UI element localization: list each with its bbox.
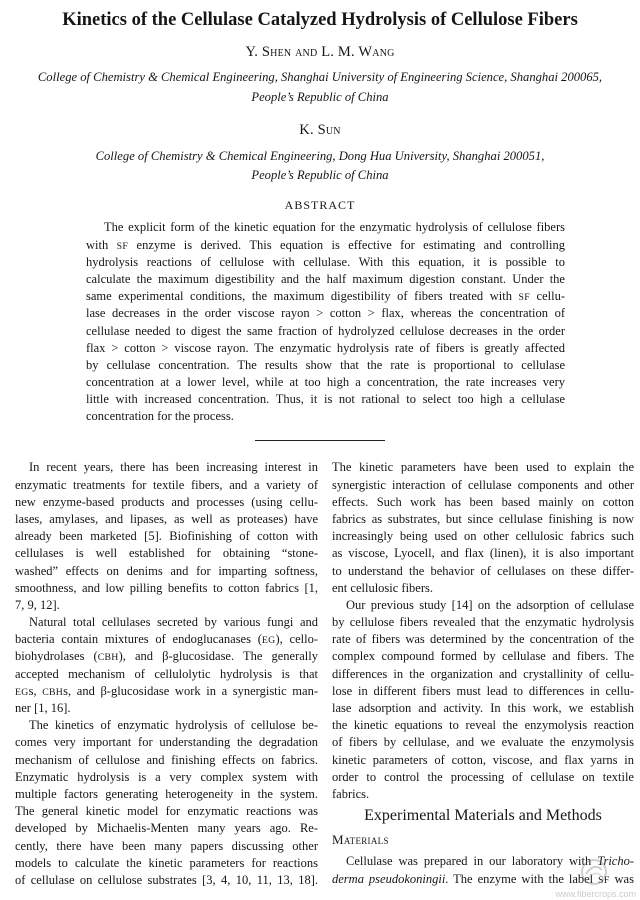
- paragraph: [332, 459, 634, 597]
- text-line: mechanism of cellulose and finishing effects on fabrics.: [15, 752, 318, 767]
- paragraph: [15, 459, 318, 614]
- text-line: The explicit form of the kinetic equation for the enzymatic hydrolysis of cellulose fibers: [104, 220, 565, 235]
- text-line: order to control the processing of cellulase on textile: [332, 769, 634, 784]
- affiliation-line: College of Chemistry & Chemical Engineering, Dong Hua University, Shanghai 200051,: [95, 148, 545, 163]
- text-line: ent cellulosic fibers.: [332, 580, 434, 595]
- section-divider: [255, 440, 385, 441]
- paragraph: [332, 597, 634, 803]
- text-line: as viscose, Lyocell, and flax (linen), it is also important: [332, 546, 634, 561]
- text-line: fabrics as substrates, but since cellulase finishing is now: [332, 511, 634, 526]
- text-line: accepted mechanism of cellulolytic hydrolysis is that: [15, 666, 318, 681]
- text-run: enzyme is derived. This equation is effective for estimating and controlling: [128, 237, 565, 252]
- text-line: cently, there have been many papers discussing other: [15, 838, 318, 853]
- affiliation-line: College of Chemistry & Chemical Engineering, Shanghai University of Engineering Science, Shanghai 200065,: [37, 70, 603, 84]
- text-line: [332, 853, 634, 870]
- small-caps-text: SF: [518, 292, 530, 304]
- text-line: cellulase needed to digest the same fraction of hydrolyzed cellulose decreases in the order: [86, 323, 565, 338]
- text-line: differences in the organization and crystallinity of cellu-: [332, 666, 634, 681]
- text-line: developed by Michaelis-Menten many years ago. Re-: [15, 821, 318, 836]
- text-run: s,: [28, 683, 43, 698]
- text-line: to understand the behavior of cellulases on these differ-: [332, 563, 634, 578]
- text-line: rate of fibers was determined by the concentration of the: [332, 632, 634, 647]
- small-caps-text: CBH: [42, 686, 64, 698]
- paragraph: [332, 853, 634, 887]
- text-line: The general kinetic model for enzymatic reactions was: [15, 804, 318, 819]
- italic-text: Tricho-: [597, 854, 634, 869]
- text-line: of cellulase on cellulose substrates [3, 4, 10, 11, 13, 18].: [15, 872, 318, 887]
- text-line: [86, 237, 565, 254]
- text-run: was: [609, 871, 634, 886]
- text-run: ), and β-glucosidase. The generally: [118, 649, 318, 664]
- text-line: lase adsorption and activity. In this work, we establish: [332, 701, 634, 716]
- text-line: The kinetics of enzymatic hydrolysis of cellulose be-: [29, 718, 318, 733]
- text-line: little with increased concentration. Thus, it is not rational to select too high a cellulase: [86, 392, 565, 407]
- small-caps-text: CBH: [97, 652, 119, 664]
- small-caps-text: SF: [598, 874, 610, 886]
- text-line: In recent years, there has been increasing interest in: [29, 460, 318, 475]
- text-line: [15, 631, 318, 648]
- text-run: ), cello-: [275, 632, 318, 647]
- abstract-text: [86, 219, 565, 425]
- text-line: enzymatic treatments for textile fibers, and a variety of: [15, 477, 318, 492]
- text-line: 7, 9, 12].: [15, 597, 60, 612]
- text-line: comes very important for understanding the degradation: [15, 735, 318, 750]
- text-line: new enzyme-based products and processes (using cellu-: [15, 494, 318, 509]
- text-line: concentration at a lower level, while at too high a concentration, the rate increases very: [86, 375, 565, 390]
- text-run: bacteria contain mixtures of endoglucanases (: [15, 632, 262, 647]
- text-line: calculate the maximum digestibility and the half maximum digestion constant. Under the: [86, 271, 565, 286]
- text-run: s, and β-glucosidase work in a synergistic man-: [63, 683, 318, 698]
- text-line: by cellulase concentration. The results show that the rate is proportional to cellulase: [86, 357, 565, 372]
- text-line: ner [1, 16].: [15, 701, 71, 716]
- text-run: with: [86, 237, 117, 252]
- watermark-text: www.fibercrops.com: [555, 889, 636, 899]
- text-line: multiple factors generating heterogeneity in the system.: [15, 786, 318, 801]
- text-line: cellulases is well established for obtaining “stone-: [15, 546, 318, 561]
- text-line: models to calculate the kinetic parameters for reactions: [15, 855, 318, 870]
- author-names: Y. Shen and L. M. Wang: [245, 44, 395, 60]
- text-line: lose in different fibers must lead to differences in cellu-: [332, 683, 634, 698]
- text-run: biohydrolases (: [15, 649, 98, 664]
- text-line: hydrolysis reactions of cellulose with cellulase. With this equation, it is possible to: [86, 254, 565, 269]
- affiliation-line: People’s Republic of China: [251, 89, 389, 104]
- abstract-heading: ABSTRACT: [284, 198, 356, 212]
- text-line: effects. Such work has been based mainly on cotton: [332, 494, 634, 509]
- text-line: [15, 683, 318, 700]
- text-line: The kinetic parameters have been used to explain the: [332, 460, 634, 475]
- author-affiliation: [0, 68, 640, 107]
- text-line: lase decreases in the order viscose rayon > cotton > flax, whereas the concentration of: [86, 306, 565, 321]
- text-line: concentration for the process.: [86, 409, 234, 424]
- text-line: the kinetic equations to reveal the enzymolysis reaction: [332, 718, 634, 733]
- text-run: Cellulase was prepared in our laboratory with: [346, 854, 598, 869]
- left-column: [15, 459, 318, 889]
- paragraph: [15, 614, 318, 717]
- italic-text: derma pseudokoningii: [332, 871, 446, 886]
- text-line: Enzymatic hydrolysis is a very complex system with: [15, 769, 318, 784]
- subsection-heading: Materials: [332, 832, 389, 847]
- text-line: flax > cotton > viscose rayon. The enzymatic hydrolysis rate of fibers is greatly affected: [86, 340, 565, 355]
- author-affiliation: [0, 147, 640, 185]
- text-run: . The enzyme with the label: [445, 871, 599, 886]
- small-caps-text: EG: [261, 635, 276, 647]
- text-line: smoothness, and low pilling benefits to cotton fabrics [1,: [15, 580, 318, 595]
- text-line: of fibers by cellulase, and we evaluate the enzymolysis: [332, 735, 634, 750]
- affiliation-line: People’s Republic of China: [251, 167, 389, 182]
- text-line: [332, 871, 634, 888]
- text-line: increasingly being used on other cellulosic fabrics such: [332, 529, 634, 544]
- text-run: same experimental conditions, the maximum digestibility of fibers treated with: [86, 289, 519, 304]
- text-run: cellu-: [529, 289, 565, 304]
- text-line: fabrics.: [332, 786, 370, 801]
- text-line: [86, 288, 565, 305]
- text-line: washed” effects on denims and for imparting softness,: [15, 563, 318, 578]
- text-line: complex compound formed by cellulase and fibers. The: [332, 649, 634, 664]
- text-line: lases, amylases, and lipases, as well as proteases) have: [15, 511, 318, 526]
- paragraph: [15, 717, 318, 889]
- text-line: synergistic interaction of cellulase components and other: [332, 477, 634, 492]
- text-line: Natural total cellulases secreted by various fungi and: [29, 615, 318, 630]
- small-caps-text: SF: [116, 240, 129, 252]
- text-line: [15, 648, 318, 665]
- small-caps-text: EG: [15, 686, 29, 698]
- section-heading: Experimental Materials and Methods: [364, 807, 602, 824]
- text-line: by cellulose fibers revealed that the enzymatic hydrolysis: [332, 615, 634, 630]
- author-names: K. Sun: [299, 122, 341, 138]
- paper-title: Kinetics of the Cellulase Catalyzed Hydrolysis of Cellulose Fibers: [62, 10, 578, 30]
- text-line: kinetic parameters of cotton, viscose, and flax yarns in: [332, 752, 634, 767]
- right-column: [332, 459, 634, 803]
- text-line: Our previous study [14] on the adsorption of cellulase: [346, 597, 634, 612]
- text-line: already been marketed [5]. Biofinishing of cotton with: [15, 529, 318, 544]
